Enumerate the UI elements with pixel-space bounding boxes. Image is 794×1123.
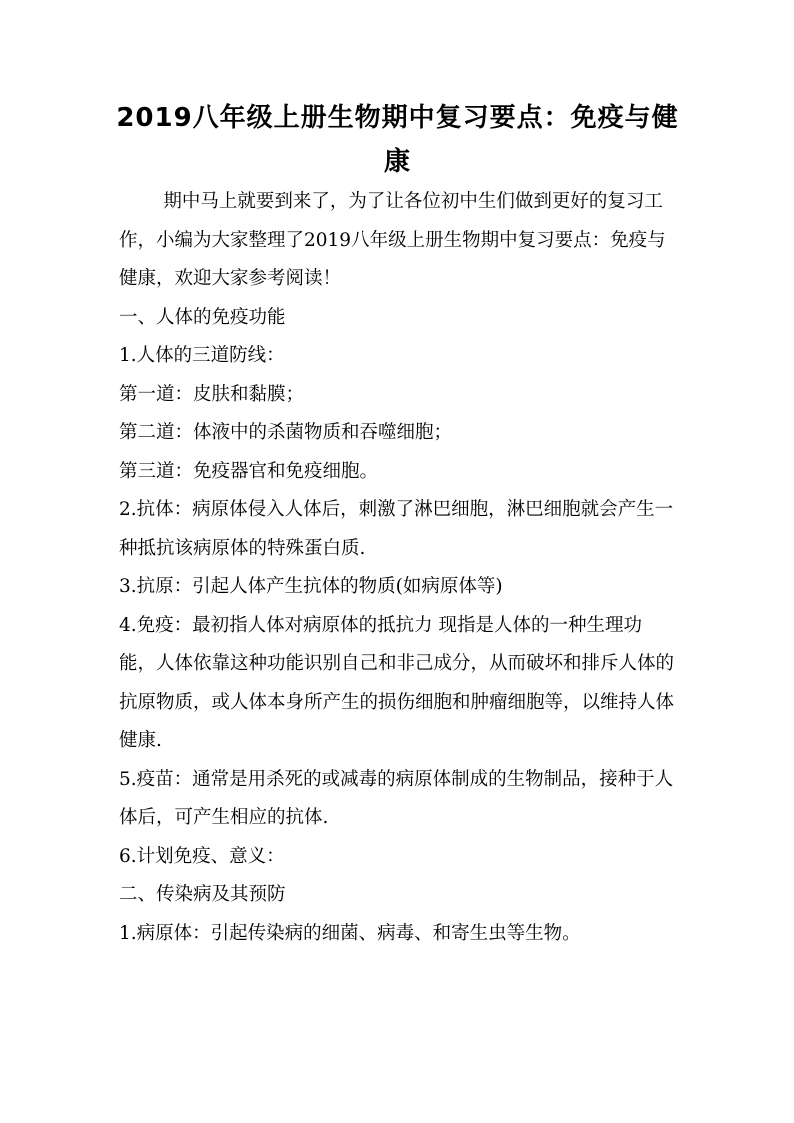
document-title: 2019八年级上册生物期中复习要点：免疫与健康 xyxy=(116,103,679,177)
item-pathogen: 1.病原体：引起传染病的细菌、病毒、和寄生虫等生物。 xyxy=(119,922,581,944)
defense-line-second: 第二道：体液中的杀菌物质和吞噬细胞； xyxy=(119,422,453,443)
document-body xyxy=(119,183,679,953)
item-planned-immunization: 6.计划免疫、意义： xyxy=(119,845,285,867)
defense-line-third: 第三道：免疫器官和免疫细胞。 xyxy=(119,460,379,482)
intro-paragraph: 期中马上就要到来了，为了让各位初中生们做到更好的复习工作，小编为大家整理了2019八年级上册生物期中复习要点：免疫与健康，欢迎大家参考阅读！ xyxy=(119,191,666,289)
defense-line-first: 第一道：皮肤和黏膜； xyxy=(119,383,305,405)
item-antibody: 2.抗体：病原体侵入人体后，刺激了淋巴细胞，淋巴细胞就会产生一种抵抗该病原体的特殊蛋白质. xyxy=(119,499,674,559)
item-antigen: 3.抗原：引起人体产生抗体的物质(如病原体等) xyxy=(119,576,503,597)
section-heading-infectious-disease: 二、传染病及其预防 xyxy=(119,884,286,905)
item-vaccine: 5.疫苗：通常是用杀死的或减毒的病原体制成的生物制品，接种于人体后，可产生相应的抗体. xyxy=(119,768,674,828)
item-three-lines-of-defense: 1.人体的三道防线： xyxy=(119,345,285,366)
item-immunity: 4.免疫：最初指人体对病原体的抵抗力 现指是人体的一种生理功能，人体依靠这种功能识别自己和非己成分，从而破坏和排斥人体的抗原物质，或人体本身所产生的损伤细胞和肿瘤细胞等，以维持人体健康. xyxy=(119,614,675,751)
section-heading-immune-function: 一、人体的免疫功能 xyxy=(119,306,286,328)
